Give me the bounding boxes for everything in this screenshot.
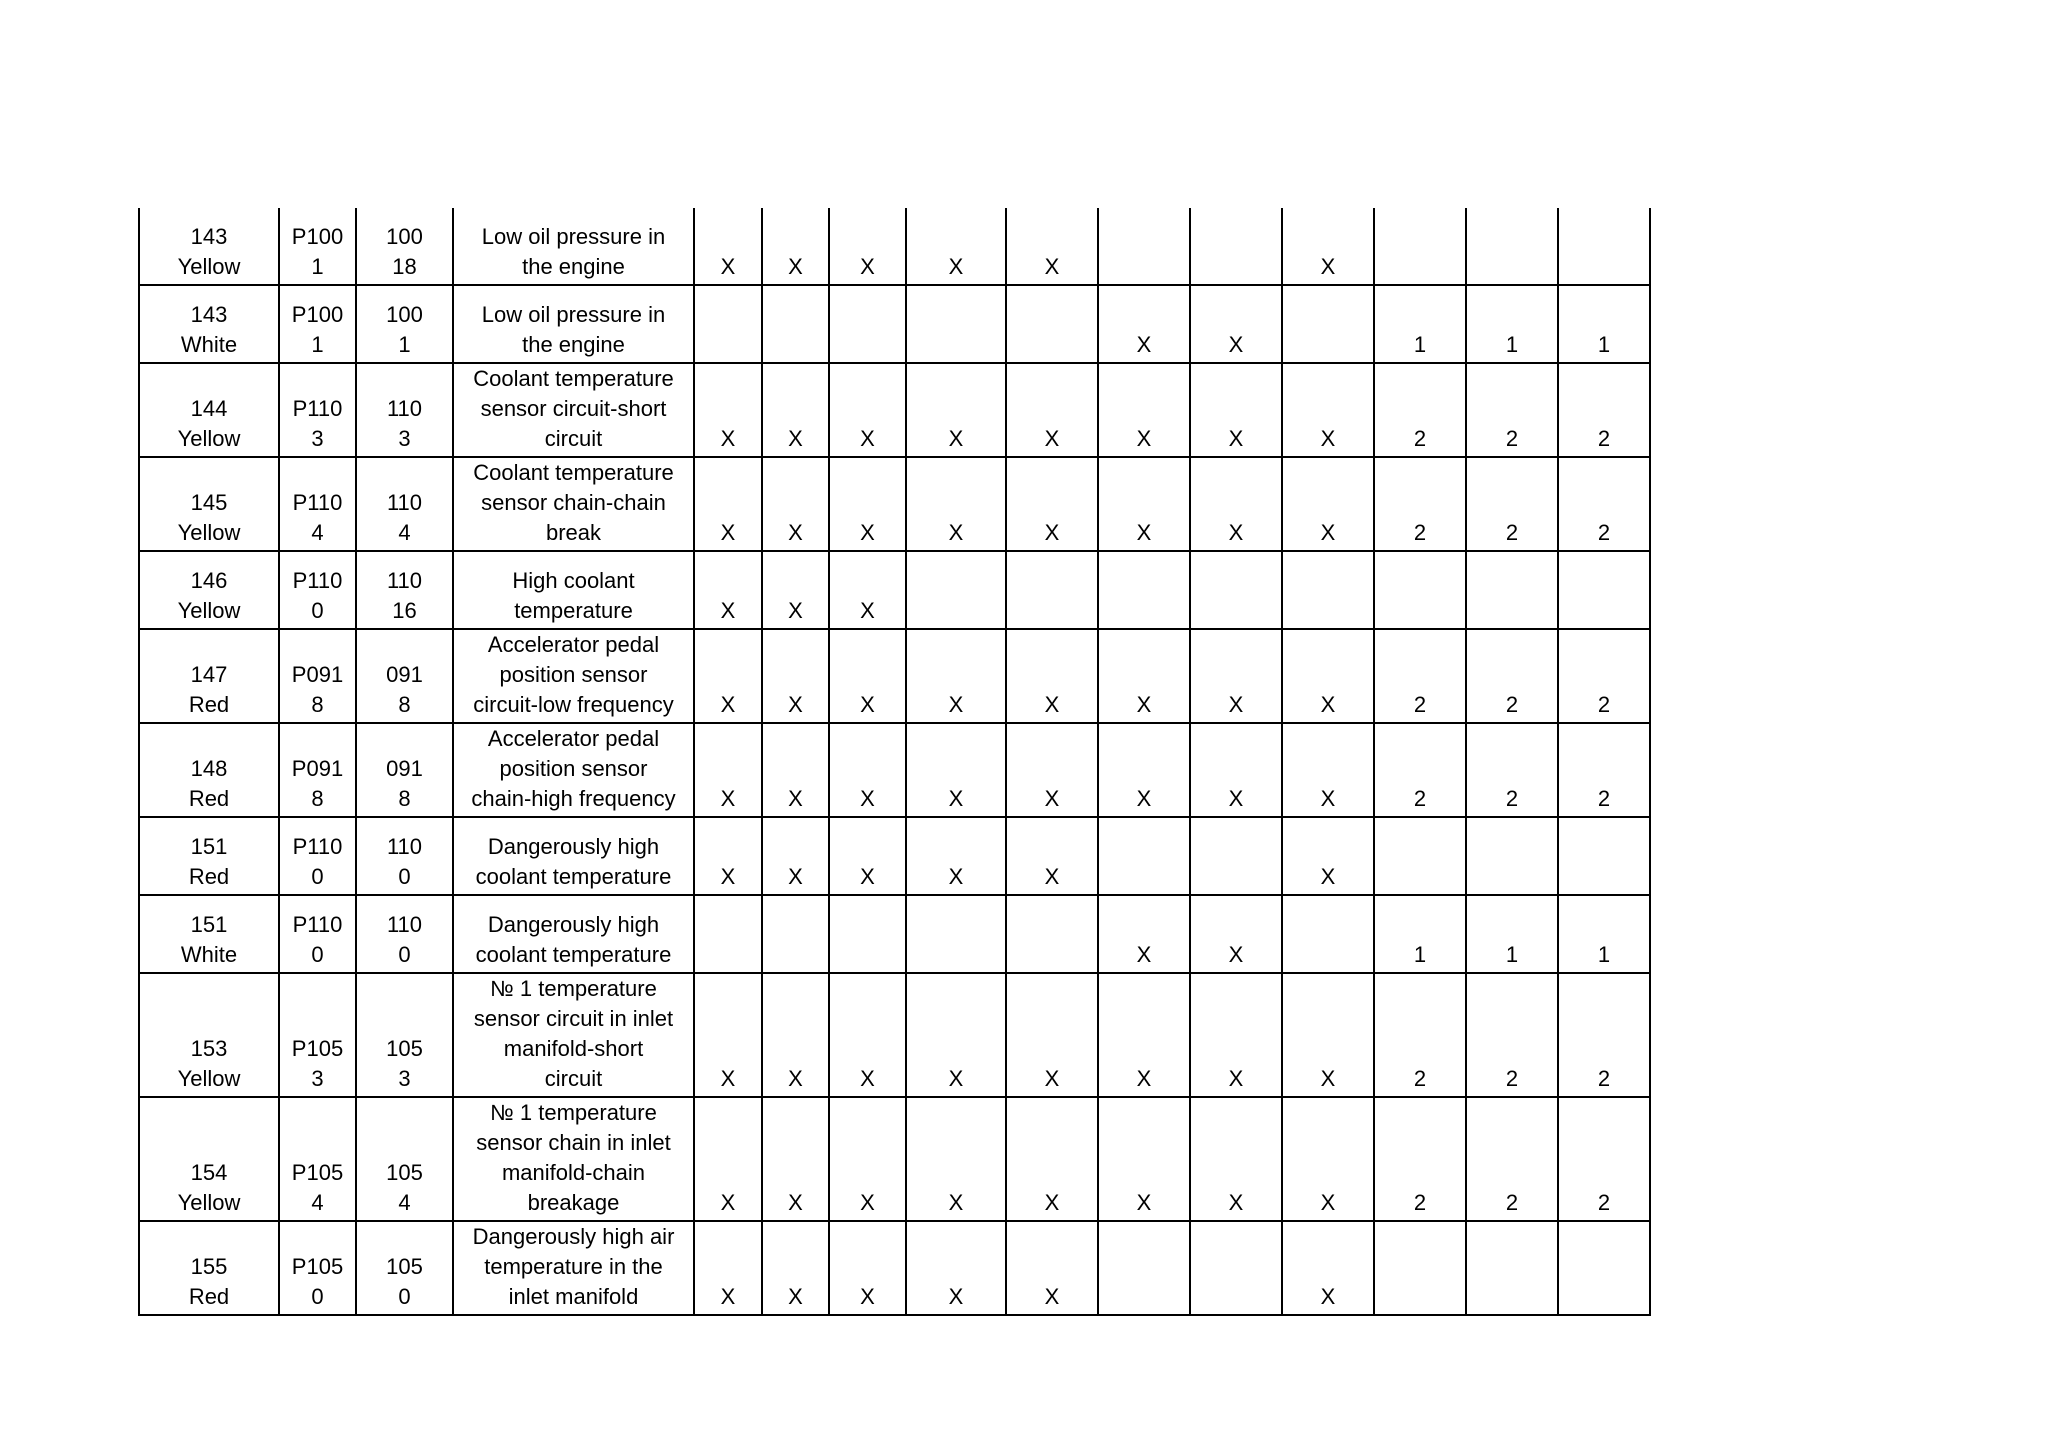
code-id-cell (139, 1221, 279, 1315)
mark-cell: X (829, 457, 906, 551)
lamp-color: Yellow (177, 426, 241, 451)
mark-cell: 2 (1558, 457, 1650, 551)
mark-cell: X (1006, 1097, 1098, 1221)
mark-cell: X (1098, 973, 1190, 1097)
table-row (139, 363, 1650, 457)
mark-cell: 1 (1558, 895, 1650, 973)
mark-cell: X (694, 817, 762, 895)
mark-cell: 2 (1558, 629, 1650, 723)
mark-cell: X (906, 973, 1006, 1097)
mark-cell: X (762, 551, 829, 629)
spn-cell: 091 8 (356, 629, 453, 723)
description-cell: Coolant temperature sensor circuit-short circuit (453, 363, 694, 457)
mark-cell: 1 (1466, 285, 1558, 363)
mark-cell: 1 (1466, 895, 1558, 973)
mark-cell: 2 (1466, 457, 1558, 551)
mark-cell: X (1098, 457, 1190, 551)
mark-cell: 2 (1558, 723, 1650, 817)
mark-cell: X (694, 551, 762, 629)
mark-cell (1466, 208, 1558, 285)
mark-cell (762, 285, 829, 363)
mark-cell: X (1282, 1097, 1374, 1221)
mark-cell (906, 895, 1006, 973)
p-code-cell: P091 8 (279, 723, 356, 817)
p-code-cell: P105 3 (279, 973, 356, 1097)
table-row (139, 208, 1650, 285)
mark-cell (694, 895, 762, 973)
code-id: 154 (190, 1160, 228, 1185)
mark-cell: X (694, 363, 762, 457)
description-cell: Low oil pressure in the engine (453, 208, 694, 285)
mark-cell (1282, 285, 1374, 363)
mark-cell: X (762, 817, 829, 895)
mark-cell: X (762, 1221, 829, 1315)
code-id-cell (139, 723, 279, 817)
mark-cell: X (906, 1097, 1006, 1221)
spn-cell: 110 0 (356, 817, 453, 895)
mark-cell: X (1098, 723, 1190, 817)
mark-cell: 2 (1374, 723, 1466, 817)
mark-cell: X (906, 1221, 1006, 1315)
p-code-cell: P110 0 (279, 817, 356, 895)
mark-cell: X (1282, 1221, 1374, 1315)
mark-cell (1190, 208, 1282, 285)
p-code-cell: P110 4 (279, 457, 356, 551)
mark-cell: X (906, 723, 1006, 817)
description-cell: Dangerously high coolant temperature (453, 817, 694, 895)
mark-cell: X (1006, 973, 1098, 1097)
mark-cell: 1 (1374, 285, 1466, 363)
mark-cell: X (762, 629, 829, 723)
table-row (139, 723, 1650, 817)
mark-cell: X (1098, 895, 1190, 973)
lamp-color: Yellow (177, 520, 241, 545)
mark-cell: X (829, 723, 906, 817)
table-row (139, 817, 1650, 895)
code-id: 144 (190, 396, 228, 421)
code-id-cell (139, 363, 279, 457)
mark-cell: X (1190, 723, 1282, 817)
code-id-cell (139, 208, 279, 285)
code-id: 148 (190, 756, 228, 781)
mark-cell (1282, 895, 1374, 973)
lamp-color: Red (188, 1284, 230, 1309)
mark-cell (1466, 817, 1558, 895)
description-cell: Accelerator pedal position sensor chain-high frequency (453, 723, 694, 817)
mark-cell: X (1006, 1221, 1098, 1315)
code-id-cell (139, 285, 279, 363)
mark-cell (1190, 817, 1282, 895)
mark-cell: X (1006, 629, 1098, 723)
mark-cell: X (694, 1221, 762, 1315)
mark-cell (1098, 551, 1190, 629)
mark-cell: X (1006, 457, 1098, 551)
mark-cell: X (1098, 629, 1190, 723)
spn-cell: 100 18 (356, 208, 453, 285)
spn-cell: 091 8 (356, 723, 453, 817)
spn-cell: 110 4 (356, 457, 453, 551)
mark-cell (762, 895, 829, 973)
mark-cell (829, 895, 906, 973)
mark-cell: 2 (1466, 973, 1558, 1097)
mark-cell: X (1282, 723, 1374, 817)
mark-cell: X (1098, 285, 1190, 363)
code-id: 151 (190, 834, 228, 859)
mark-cell: 2 (1558, 363, 1650, 457)
mark-cell (1558, 817, 1650, 895)
mark-cell: X (762, 973, 829, 1097)
mark-cell: 2 (1374, 363, 1466, 457)
code-id: 147 (190, 662, 228, 687)
mark-cell: X (762, 363, 829, 457)
p-code-cell: P105 0 (279, 1221, 356, 1315)
mark-cell (1006, 895, 1098, 973)
mark-cell (1558, 551, 1650, 629)
p-code-cell: P105 4 (279, 1097, 356, 1221)
table-row (139, 285, 1650, 363)
mark-cell: X (1098, 1097, 1190, 1221)
mark-cell (694, 285, 762, 363)
spn-cell: 105 3 (356, 973, 453, 1097)
mark-cell (1006, 551, 1098, 629)
mark-cell: X (1190, 895, 1282, 973)
spn-cell: 110 0 (356, 895, 453, 973)
mark-cell: X (906, 363, 1006, 457)
p-code-cell: P110 3 (279, 363, 356, 457)
code-id: 153 (190, 1036, 228, 1061)
spn-cell: 110 16 (356, 551, 453, 629)
lamp-color: Yellow (177, 1066, 241, 1091)
lamp-color: Yellow (177, 598, 241, 623)
mark-cell: 2 (1466, 629, 1558, 723)
mark-cell: X (762, 457, 829, 551)
code-id-cell (139, 895, 279, 973)
table-row (139, 1221, 1650, 1315)
lamp-color: Red (188, 692, 230, 717)
mark-cell: X (694, 457, 762, 551)
table-row (139, 457, 1650, 551)
code-id: 146 (190, 568, 228, 593)
mark-cell: X (694, 973, 762, 1097)
spn-cell: 100 1 (356, 285, 453, 363)
mark-cell: X (1282, 817, 1374, 895)
mark-cell: X (829, 817, 906, 895)
table-row (139, 973, 1650, 1097)
code-id-cell (139, 1097, 279, 1221)
code-id: 143 (190, 302, 228, 327)
mark-cell: 2 (1558, 1097, 1650, 1221)
mark-cell: X (694, 629, 762, 723)
mark-cell: X (1190, 1097, 1282, 1221)
mark-cell (1190, 551, 1282, 629)
p-code-cell: P091 8 (279, 629, 356, 723)
table-row (139, 895, 1650, 973)
spn-cell: 105 0 (356, 1221, 453, 1315)
lamp-color: Red (188, 786, 230, 811)
code-id: 151 (190, 912, 228, 937)
mark-cell: 2 (1374, 629, 1466, 723)
code-id-cell (139, 457, 279, 551)
code-id: 143 (190, 224, 228, 249)
mark-cell: 2 (1374, 973, 1466, 1097)
mark-cell (1374, 208, 1466, 285)
lamp-color: Yellow (177, 254, 241, 279)
mark-cell: X (1190, 629, 1282, 723)
mark-cell: X (1098, 363, 1190, 457)
mark-cell: 1 (1558, 285, 1650, 363)
code-id-cell (139, 629, 279, 723)
mark-cell: 2 (1466, 723, 1558, 817)
mark-cell: X (1006, 817, 1098, 895)
mark-cell: 2 (1374, 1097, 1466, 1221)
code-id-cell (139, 551, 279, 629)
mark-cell: X (829, 208, 906, 285)
mark-cell (1558, 208, 1650, 285)
mark-cell (1374, 1221, 1466, 1315)
mark-cell (1282, 551, 1374, 629)
lamp-color: White (180, 332, 238, 357)
mark-cell: X (906, 817, 1006, 895)
mark-cell: X (829, 973, 906, 1097)
mark-cell: X (906, 629, 1006, 723)
description-cell: Dangerously high air temperature in the inlet manifold (453, 1221, 694, 1315)
mark-cell (906, 551, 1006, 629)
mark-cell: 2 (1466, 363, 1558, 457)
code-id: 155 (190, 1254, 228, 1279)
code-id: 145 (190, 490, 228, 515)
mark-cell (1098, 208, 1190, 285)
mark-cell: X (762, 1097, 829, 1221)
mark-cell: X (762, 208, 829, 285)
table-row (139, 1097, 1650, 1221)
mark-cell: X (1282, 208, 1374, 285)
mark-cell: X (1190, 285, 1282, 363)
p-code-cell: P100 1 (279, 285, 356, 363)
spn-cell: 105 4 (356, 1097, 453, 1221)
mark-cell (1374, 551, 1466, 629)
mark-cell: X (694, 723, 762, 817)
description-cell: Accelerator pedal position sensor circuit-low frequency (453, 629, 694, 723)
table-row (139, 551, 1650, 629)
mark-cell (1558, 1221, 1650, 1315)
mark-cell: 2 (1374, 457, 1466, 551)
description-cell: Low oil pressure in the engine (453, 285, 694, 363)
mark-cell: X (1190, 457, 1282, 551)
mark-cell: X (829, 1097, 906, 1221)
lamp-color: White (180, 942, 238, 967)
description-cell: № 1 temperature sensor circuit in inlet manifold-short circuit (453, 973, 694, 1097)
mark-cell (1466, 1221, 1558, 1315)
mark-cell: 2 (1466, 1097, 1558, 1221)
mark-cell (1190, 1221, 1282, 1315)
mark-cell: X (1282, 973, 1374, 1097)
table-row (139, 629, 1650, 723)
mark-cell: X (762, 723, 829, 817)
spn-cell: 110 3 (356, 363, 453, 457)
mark-cell: X (1282, 457, 1374, 551)
fault-code-table (138, 208, 1651, 1316)
mark-cell: X (829, 629, 906, 723)
lamp-color: Yellow (177, 1190, 241, 1215)
mark-cell: X (1282, 629, 1374, 723)
mark-cell (1098, 817, 1190, 895)
code-id-cell (139, 973, 279, 1097)
description-cell: № 1 temperature sensor chain in inlet manifold-chain breakage (453, 1097, 694, 1221)
mark-cell (906, 285, 1006, 363)
mark-cell (1374, 817, 1466, 895)
lamp-color: Red (188, 864, 230, 889)
mark-cell: X (829, 551, 906, 629)
mark-cell: X (1006, 363, 1098, 457)
description-cell: Dangerously high coolant temperature (453, 895, 694, 973)
code-id-cell (139, 817, 279, 895)
mark-cell (829, 285, 906, 363)
mark-cell: X (906, 208, 1006, 285)
mark-cell: X (829, 1221, 906, 1315)
mark-cell: X (1006, 723, 1098, 817)
mark-cell: 1 (1374, 895, 1466, 973)
mark-cell: 2 (1558, 973, 1650, 1097)
mark-cell: X (694, 208, 762, 285)
mark-cell (1006, 285, 1098, 363)
mark-cell: X (694, 1097, 762, 1221)
p-code-cell: P110 0 (279, 551, 356, 629)
p-code-cell: P100 1 (279, 208, 356, 285)
mark-cell: X (1190, 363, 1282, 457)
mark-cell: X (906, 457, 1006, 551)
mark-cell (1466, 551, 1558, 629)
mark-cell: X (1006, 208, 1098, 285)
mark-cell: X (1282, 363, 1374, 457)
description-cell: Coolant temperature sensor chain-chain break (453, 457, 694, 551)
mark-cell (1098, 1221, 1190, 1315)
mark-cell: X (829, 363, 906, 457)
description-cell: High coolant temperature (453, 551, 694, 629)
p-code-cell: P110 0 (279, 895, 356, 973)
mark-cell: X (1190, 973, 1282, 1097)
